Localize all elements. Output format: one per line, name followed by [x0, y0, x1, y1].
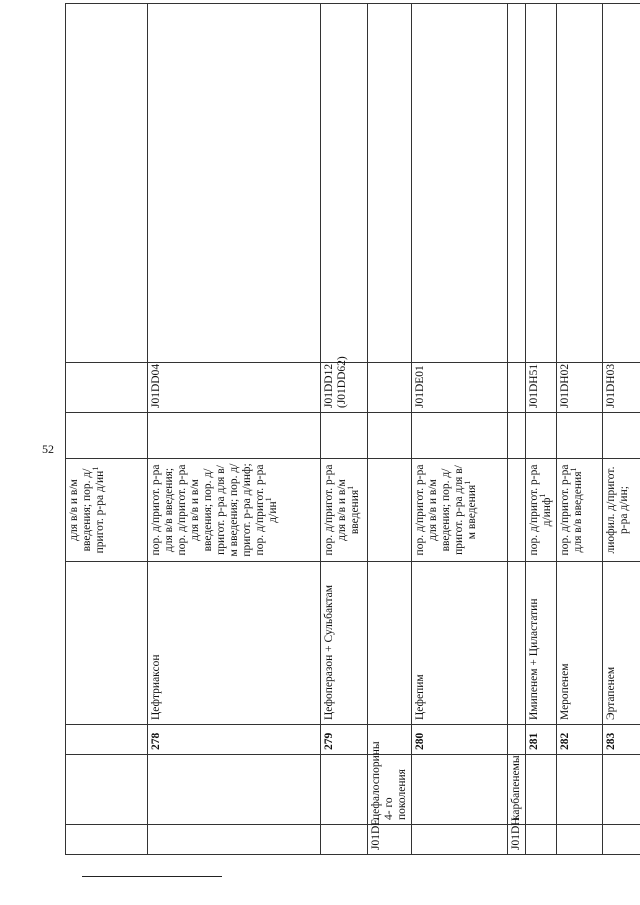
- row-number: [66, 725, 148, 755]
- dosage-form: [412, 459, 508, 562]
- atc-group-code: [321, 825, 368, 855]
- dosage-form: [66, 459, 148, 562]
- empty-cell: [557, 413, 603, 459]
- table-row: [412, 4, 508, 855]
- table-row: [603, 4, 640, 855]
- group-name: цефалоспорины 4- го поколения: [368, 755, 412, 825]
- table-row: [66, 4, 148, 855]
- dosage-form-text: лиофил. д/пригот. р-ра д/ин;: [605, 466, 630, 554]
- dosage-form: [526, 459, 557, 562]
- group-name: [526, 755, 557, 825]
- drug-name: Эртапенем: [603, 562, 640, 725]
- footnote-mark: 1: [346, 485, 356, 490]
- dosage-form-text: пор. д/пригот. р-ра для в/в введения: [559, 464, 584, 556]
- footnote-mark: 1: [538, 493, 548, 498]
- atc-code: J01DH03: [603, 363, 640, 413]
- atc-group-code: [66, 825, 148, 855]
- empty-cell: [66, 413, 148, 459]
- drug-name: [508, 562, 526, 725]
- row-number: 279: [321, 725, 368, 755]
- drug-name: Цефтриаксон: [148, 562, 321, 725]
- table-row: [148, 4, 321, 855]
- drug-name: Имипенем + Циластатин: [526, 562, 557, 725]
- dosage-form: [557, 459, 603, 562]
- drug-name: Цефепим: [412, 562, 508, 725]
- row-number: 281: [526, 725, 557, 755]
- group-name: [603, 755, 640, 825]
- empty-cell: [603, 4, 640, 363]
- drug-name: Цефоперазон + Сульбактам: [321, 562, 368, 725]
- table-row: [526, 4, 557, 855]
- empty-cell: [412, 4, 508, 363]
- atc-group-code: J01DH: [508, 825, 526, 855]
- table-row: [368, 4, 412, 855]
- atc-code: [368, 363, 412, 413]
- atc-group-code: [526, 825, 557, 855]
- drug-table: [65, 3, 640, 855]
- group-name: [321, 755, 368, 825]
- empty-cell: [412, 413, 508, 459]
- row-number: 278: [148, 725, 321, 755]
- group-name: [412, 755, 508, 825]
- empty-cell: [526, 4, 557, 363]
- atc-code: J01DH51: [526, 363, 557, 413]
- table-row: [508, 4, 526, 855]
- footnote-mark: 1: [463, 480, 473, 485]
- footnote-mark: 1: [264, 497, 274, 502]
- dosage-form: [508, 459, 526, 562]
- table-row: [321, 4, 368, 855]
- group-name: [66, 755, 148, 825]
- row-number: 283: [603, 725, 640, 755]
- footnote-mark: 1: [569, 467, 579, 472]
- row-number: 280: [412, 725, 508, 755]
- dosage-form-text: для в/в и в/м введения; пор. д/пригот. р-ра д/ин: [68, 468, 106, 554]
- empty-cell: [526, 413, 557, 459]
- rotated-table-container: [65, 3, 630, 855]
- empty-cell: [508, 413, 526, 459]
- atc-group-code: [557, 825, 603, 855]
- atc-code: [508, 363, 526, 413]
- dosage-form: [148, 459, 321, 562]
- dosage-form: [321, 459, 368, 562]
- empty-cell: [321, 4, 368, 363]
- empty-cell: [557, 4, 603, 363]
- group-name: [557, 755, 603, 825]
- empty-cell: [321, 413, 368, 459]
- atc-group-code: [603, 825, 640, 855]
- empty-cell: [603, 413, 640, 459]
- dosage-form: [603, 459, 640, 562]
- footnote-mark: 1: [91, 466, 101, 471]
- table-row: [557, 4, 603, 855]
- drug-name: [66, 562, 148, 725]
- atc-code: J01DD12 (J01DD62): [321, 363, 368, 413]
- dosage-form-text: пор. д/пригот. р-ра для в/в и в/м введения: [323, 464, 361, 556]
- empty-cell: [368, 4, 412, 363]
- drug-name: Меропенем: [557, 562, 603, 725]
- row-number: [508, 725, 526, 755]
- group-name: [148, 755, 321, 825]
- row-number: 282: [557, 725, 603, 755]
- atc-code: J01DD04: [148, 363, 321, 413]
- empty-cell: [368, 413, 412, 459]
- atc-code: [66, 363, 148, 413]
- atc-code: J01DE01: [412, 363, 508, 413]
- group-name: карбапенемы: [508, 755, 526, 825]
- atc-group-code: J01DE: [368, 825, 412, 855]
- atc-group-code: [148, 825, 321, 855]
- dosage-form-text: пор. д/пригот. р-ра для в/в введения; пор. д/пригот. р-ра для в/в и в/м введения; пор. д/пригот. р-ра для в/м введения; пор. д/пригот. р-ра д/инф; пор. д/пригот. р-ра д/ин: [150, 463, 279, 557]
- drug-name: [368, 562, 412, 725]
- atc-group-code: [412, 825, 508, 855]
- empty-cell: [66, 4, 148, 363]
- dosage-form-text: пор. д/пригот. р-ра для в/в и в/м введения; пор. д/пригот. р-ра для в/м введения: [414, 464, 478, 556]
- empty-cell: [148, 413, 321, 459]
- atc-code: J01DH02: [557, 363, 603, 413]
- page-number: 52: [42, 442, 54, 456]
- footnote-separator: [82, 876, 222, 877]
- dosage-form-text: пор. д/пригот. р-ра д/инф: [528, 464, 553, 556]
- dosage-form: [368, 459, 412, 562]
- empty-cell: [148, 4, 321, 363]
- empty-cell: [508, 4, 526, 363]
